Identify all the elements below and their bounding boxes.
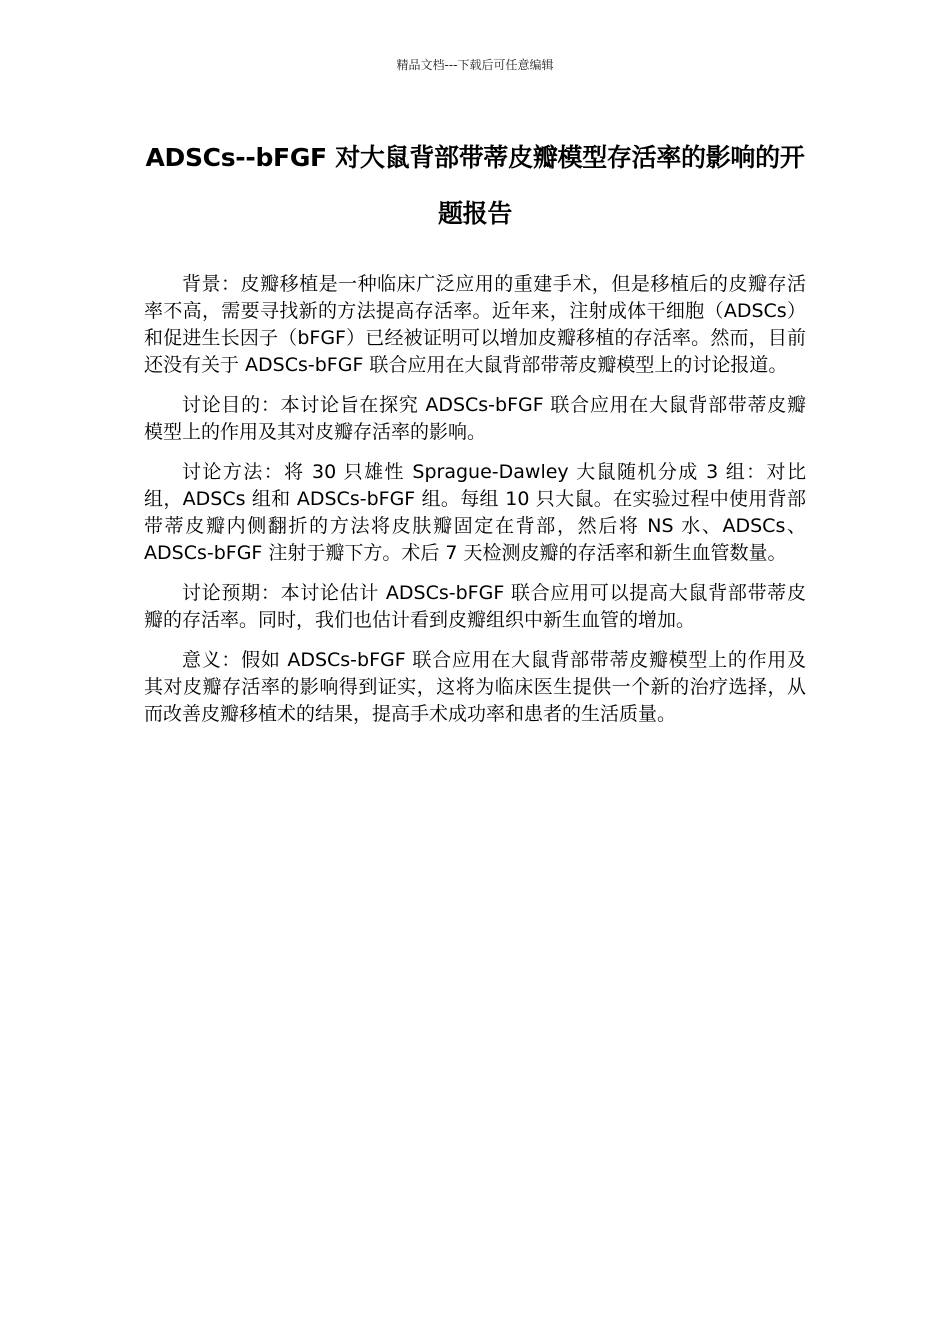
paragraph-purpose: 讨论目的：本讨论旨在探究 ADSCs-bFGF 联合应用在大鼠背部带蒂皮瓣模型上的作用及其对皮瓣存活率的影响。	[144, 394, 806, 443]
document-body	[144, 271, 806, 741]
paragraph-expectations: 讨论预期：本讨论估计 ADSCs-bFGF 联合应用可以提高大鼠背部带蒂皮瓣的存活率。同时，我们也估计看到皮瓣组织中新生血管的增加。	[144, 582, 806, 631]
paragraph-background: 背景：皮瓣移植是一种临床广泛应用的重建手术，但是移植后的皮瓣存活率不高，需要寻找新的方法提高存活率。近年来，注射成体干细胞（ADSCs）和促进生长因子（bFGF）已经被证明可以增加皮瓣移植的存活率。然而，目前还没有关于 ADSCs-bFGF 联合应用在大鼠背部带蒂皮瓣模型上的讨论报道。	[144, 273, 806, 376]
paragraph-significance: 意义：假如 ADSCs-bFGF 联合应用在大鼠背部带蒂皮瓣模型上的作用及其对皮瓣存活率的影响得到证实，这将为临床医生提供一个新的治疗选择，从而改善皮瓣移植术的结果，提高手术成功率和患者的生活质量。	[144, 649, 806, 725]
document-title: ADSCs--bFGF 对大鼠背部带蒂皮瓣模型存活率的影响的开题报告	[145, 143, 805, 228]
page-header: 精品文档---下载后可任意编辑	[396, 58, 554, 72]
paragraph-methods: 讨论方法：将 30 只雄性 Sprague-Dawley 大鼠随机分成 3 组：对比组，ADSCs 组和 ADSCs-bFGF 组。每组 10 只大鼠。在实验过程中使用背部带蒂皮瓣内侧翻折的方法将皮肤瓣固定在背部，然后将 NS 水、ADSCs、ADSCs-bFGF 注射于瓣下方。术后 7 天检测皮瓣的存活率和新生血管数量。	[144, 461, 806, 564]
